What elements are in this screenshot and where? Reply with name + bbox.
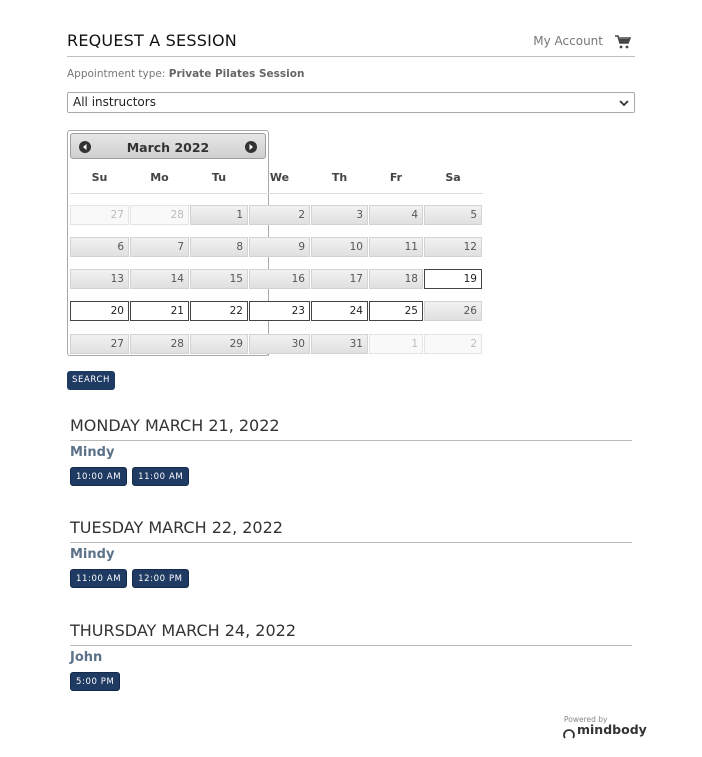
weekday-header: Tu bbox=[211, 171, 227, 184]
session-date: THURSDAY MARCH 24, 2022 bbox=[70, 621, 632, 646]
instructor-name: Mindy bbox=[70, 547, 115, 562]
mindbody-logo-icon bbox=[563, 725, 575, 737]
appointment-type-label: Appointment type: bbox=[67, 68, 166, 80]
page-title: REQUEST A SESSION bbox=[67, 31, 237, 50]
weekday-header: Sa bbox=[445, 171, 461, 184]
chevron-down-icon bbox=[619, 97, 629, 107]
session-day bbox=[70, 621, 632, 689]
calendar-day: 1 bbox=[369, 334, 423, 354]
time-slot-button[interactable]: 11:00 AM bbox=[132, 467, 189, 486]
calendar-day: 18 bbox=[369, 269, 423, 289]
next-month-icon[interactable] bbox=[244, 139, 258, 153]
time-slots bbox=[70, 566, 632, 586]
session-day bbox=[70, 416, 632, 484]
time-slots bbox=[70, 669, 632, 689]
calendar-day: 26 bbox=[424, 301, 482, 321]
calendar-day: 5 bbox=[424, 205, 482, 225]
calendar-day: 29 bbox=[190, 334, 248, 354]
calendar-day: 4 bbox=[369, 205, 423, 225]
page-header bbox=[67, 28, 635, 57]
session-date: MONDAY MARCH 21, 2022 bbox=[70, 416, 632, 441]
calendar-day: 28 bbox=[130, 334, 189, 354]
time-slot-button[interactable]: 10:00 AM bbox=[70, 467, 127, 486]
calendar-day: 27 bbox=[70, 205, 129, 225]
calendar-day: 3 bbox=[311, 205, 368, 225]
powered-by-label: Powered by bbox=[564, 715, 608, 724]
time-slot-button[interactable]: 12:00 PM bbox=[132, 569, 188, 588]
weekday-row bbox=[70, 161, 483, 194]
calendar-day[interactable]: 20 bbox=[70, 301, 129, 321]
calendar-year: 2022 bbox=[174, 140, 210, 155]
calendar-day: 11 bbox=[369, 237, 423, 257]
weekday-header: Mo bbox=[150, 171, 169, 184]
calendar-day: 27 bbox=[70, 334, 129, 354]
my-account-link[interactable]: My Account bbox=[533, 34, 603, 48]
session-day bbox=[70, 518, 632, 586]
calendar-month: March bbox=[126, 140, 171, 155]
calendar-day: 30 bbox=[249, 334, 310, 354]
mindbody-brand: mindbody bbox=[577, 722, 647, 737]
calendar-day[interactable]: 24 bbox=[311, 301, 368, 321]
session-date: TUESDAY MARCH 22, 2022 bbox=[70, 518, 632, 543]
calendar-day[interactable]: 22 bbox=[190, 301, 248, 321]
appointment-type bbox=[67, 68, 304, 80]
time-slots bbox=[70, 464, 632, 484]
calendar-day: 15 bbox=[190, 269, 248, 289]
calendar-day: 14 bbox=[130, 269, 189, 289]
calendar-day: 8 bbox=[190, 237, 248, 257]
weekday-header: Th bbox=[331, 171, 348, 184]
appointment-type-value: Private Pilates Session bbox=[168, 68, 305, 80]
instructor-select-value: All instructors bbox=[73, 95, 156, 109]
time-slot-button[interactable]: 11:00 AM bbox=[70, 569, 127, 588]
calendar-day: 6 bbox=[70, 237, 129, 257]
calendar-day: 10 bbox=[311, 237, 368, 257]
search-button[interactable]: SEARCH bbox=[67, 371, 115, 390]
weekday-header: We bbox=[269, 171, 290, 184]
cart-icon[interactable] bbox=[615, 34, 631, 48]
calendar-day: 9 bbox=[249, 237, 310, 257]
calendar-day[interactable]: 19 bbox=[424, 269, 482, 289]
calendar-day: 16 bbox=[249, 269, 310, 289]
mindbody-logo[interactable] bbox=[563, 722, 647, 738]
calendar-day: 1 bbox=[190, 205, 248, 225]
calendar-month-year bbox=[71, 140, 265, 155]
instructor-name: Mindy bbox=[70, 445, 115, 460]
calendar-day: 7 bbox=[130, 237, 189, 257]
instructor-select[interactable] bbox=[67, 92, 635, 113]
weekday-header: Fr bbox=[389, 171, 403, 184]
calendar-day[interactable]: 21 bbox=[130, 301, 189, 321]
calendar-day: 2 bbox=[249, 205, 310, 225]
calendar-header bbox=[70, 133, 266, 159]
weekday-header: Su bbox=[91, 171, 108, 184]
calendar-day: 28 bbox=[130, 205, 189, 225]
calendar-day: 2 bbox=[424, 334, 482, 354]
calendar-day: 31 bbox=[311, 334, 368, 354]
time-slot-button[interactable]: 5:00 PM bbox=[70, 672, 120, 691]
calendar-day: 13 bbox=[70, 269, 129, 289]
calendar-day[interactable]: 23 bbox=[249, 301, 310, 321]
calendar-day: 17 bbox=[311, 269, 368, 289]
calendar-day[interactable]: 25 bbox=[369, 301, 423, 321]
calendar-day: 12 bbox=[424, 237, 482, 257]
instructor-name: John bbox=[70, 650, 103, 665]
